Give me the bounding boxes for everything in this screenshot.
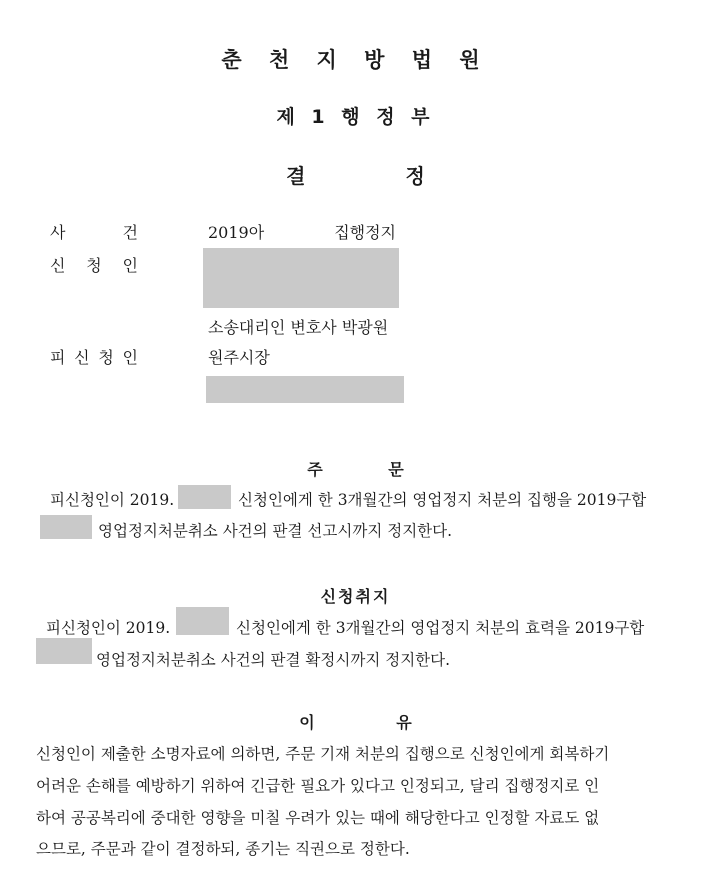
reason-line: 어려운 손해를 예방하기 위하여 긴급한 필요가 있다고 인정되고, 달리 집행정지로 인 [36, 777, 600, 795]
respondent: 원주시장 [208, 348, 270, 367]
order-heading: 주 문 [307, 460, 434, 479]
case-label-char: 건 [122, 223, 138, 242]
respondent-label-char: 신 [74, 348, 90, 367]
order-line-1-pre: 피신청인이 2019. [50, 491, 175, 509]
document-title-right: 정 [405, 164, 425, 188]
case-number [208, 220, 396, 243]
document-title [0, 160, 711, 189]
case-label-char: 사 [50, 223, 66, 242]
redacted-order-date [178, 485, 231, 509]
respondent-label-char: 청 [98, 348, 114, 367]
document-title-left: 결 [286, 164, 306, 188]
redacted-order-case-no [40, 515, 92, 539]
case-name: 집행정지 [334, 223, 397, 242]
application-line-1-post: 신청인에게 한 3개월간의 영업정지 처분의 효력을 2019구합 [236, 619, 645, 637]
reason-line: 하여 공공복리에 중대한 영향을 미칠 우려가 있는 때에 해당한다고 인정할 자료도 없 [36, 809, 600, 827]
case-label [50, 220, 138, 243]
redacted-respondent-address [206, 376, 404, 403]
redacted-applicant [203, 248, 399, 308]
division-name: 제 1 행 정 부 [276, 106, 435, 128]
reason-line: 신청인이 제출한 소명자료에 의하면, 주문 기재 처분의 집행으로 신청인에게 회복하기 [36, 745, 610, 763]
applicant-label-char: 신 [50, 256, 66, 275]
order-line-1-post: 신청인에게 한 3개월간의 영업정지 처분의 집행을 2019구합 [238, 491, 647, 509]
reason-heading: 이 유 [299, 713, 450, 732]
application-heading: 신청취지 [320, 587, 391, 606]
attorney: 소송대리인 변호사 박광원 [208, 318, 389, 337]
redacted-application-case-no [36, 638, 92, 664]
order-line-2: 영업정지처분취소 사건의 판결 선고시까지 정지한다. [98, 522, 453, 540]
application-line-1 [46, 616, 170, 638]
redacted-application-date [176, 607, 229, 635]
reason-line: 으므로, 주문과 같이 결정하되, 종기는 직권으로 정한다. [36, 840, 410, 858]
applicant-label [50, 253, 138, 276]
respondent-label-char: 인 [122, 348, 138, 367]
application-line-2: 영업정지처분취소 사건의 판결 확정시까지 정지한다. [96, 651, 451, 669]
court-name: 춘 천 지 방 법 원 [221, 48, 490, 72]
case-number-text: 2019아 [208, 223, 265, 242]
application-line-1-pre: 피신청인이 2019. [46, 619, 171, 637]
applicant-label-char: 청 [86, 256, 102, 275]
order-line-1 [50, 488, 174, 510]
applicant-label-char: 인 [122, 256, 138, 275]
respondent-label [50, 345, 138, 368]
respondent-label-char: 피 [50, 348, 66, 367]
